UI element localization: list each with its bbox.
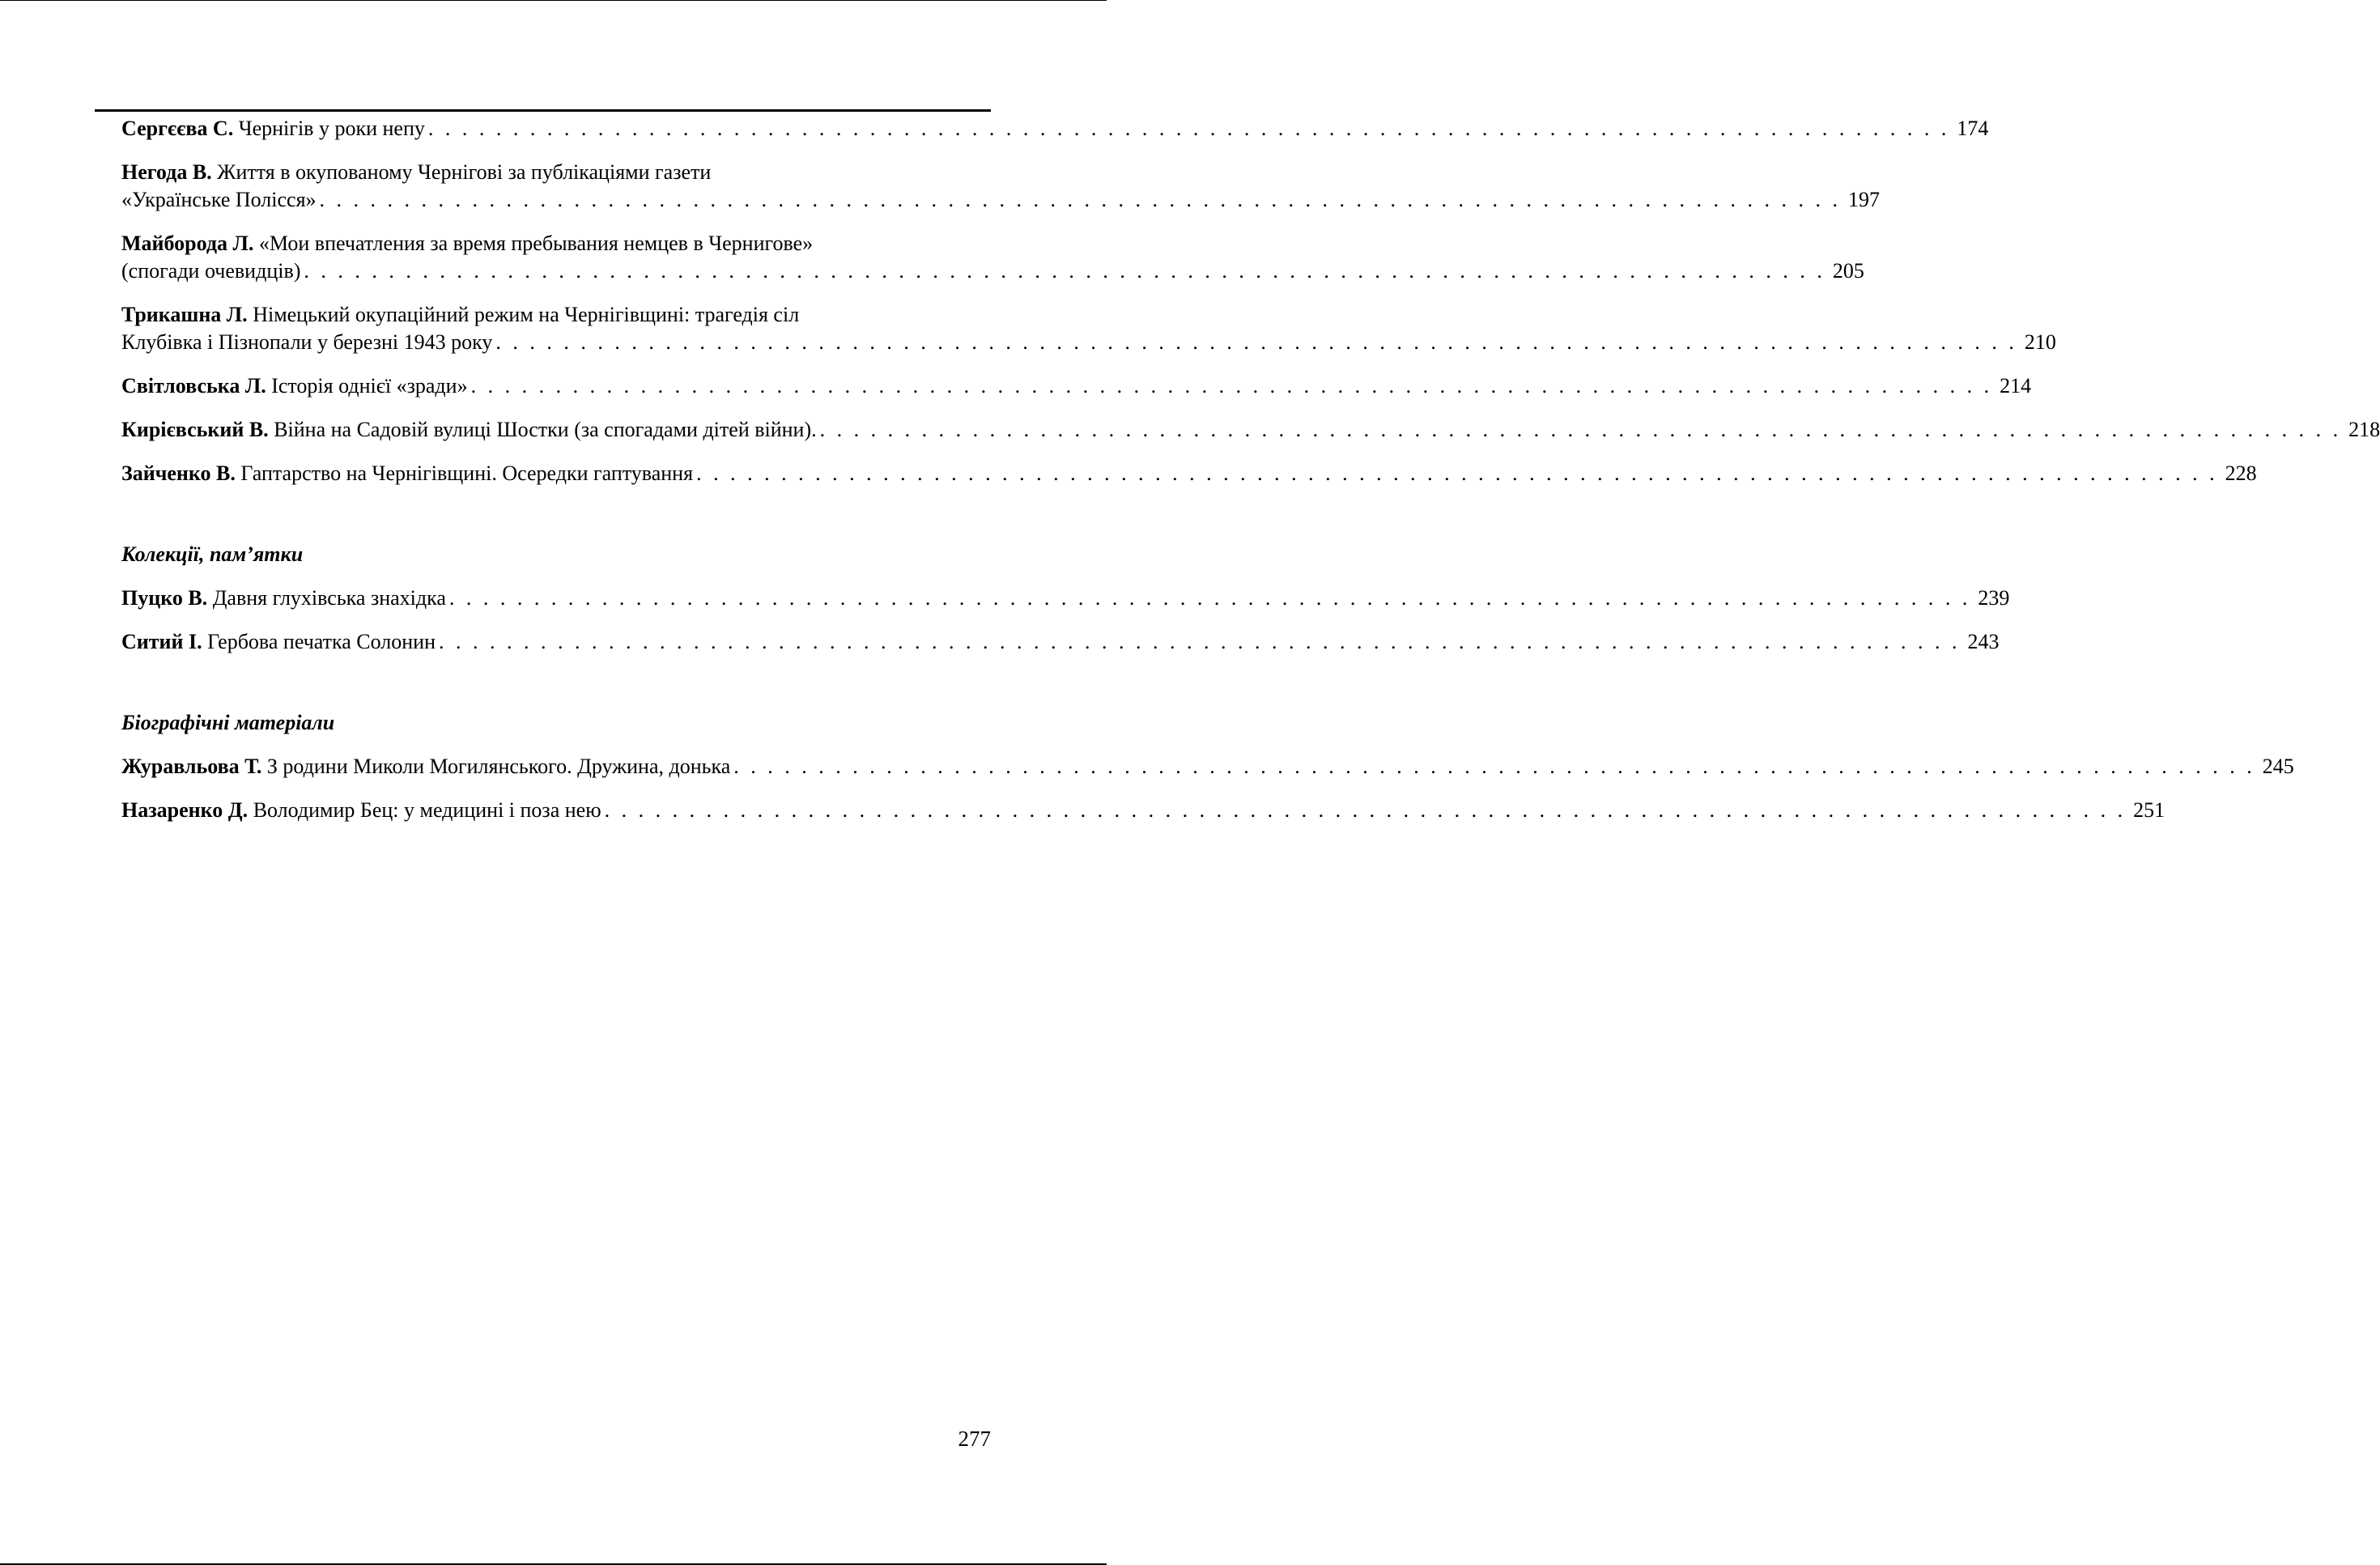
entry-author: Назаренко Д. <box>121 798 249 822</box>
dot-leader: . . . . . . . . . . . . . . . . . . . . . . . . . . . . . . . . . . . . . . . . . . . . . . . . . . . . . . . . . . . . . . . . . . . . . . . . . . . . . . . . . . . . . . . . . . <box>439 630 1961 653</box>
entry-page-number: 228 <box>2225 461 2257 485</box>
entry-page-number: 174 <box>1957 117 1989 140</box>
toc-group-biography <box>121 753 2294 824</box>
dot-leader: . . . . . . . . . . . . . . . . . . . . . . . . . . . . . . . . . . . . . . . . . . . . . . . . . . . . . . . . . . . . . . . . . . . . . . . . . . . . . . . . . . . . . . . . . . <box>319 188 1842 211</box>
entry-first-line <box>121 159 978 186</box>
entry-title: Гербова печатка Солонин <box>207 630 436 653</box>
entry-title-line: Німецький окупаційний режим на Чернігівщині: трагедія сіл <box>253 303 800 326</box>
dot-leader: . . . . . . . . . . . . . . . . . . . . . . . . . . . . . . . . . . . . . . . . . . . . . . . . . . . . . . . . . . . . . . . . . . . . . . . . . . . . . . . . . . . . . . . . . . <box>604 798 2127 822</box>
dot-leader: . . . . . . . . . . . . . . . . . . . . . . . . . . . . . . . . . . . . . . . . . . . . . . . . . . . . . . . . . . . . . . . . . . . . . . . . . . . . . . . . . . . . . . . . . . <box>304 259 1825 283</box>
entry-text <box>121 416 817 444</box>
entry-text <box>121 372 468 400</box>
entry-first-line <box>121 301 978 329</box>
section-heading-biography: Біографічні матеріали <box>121 711 335 734</box>
toc-group-collections <box>121 585 2010 656</box>
entry-text <box>121 329 492 356</box>
entry-author: Негода В. <box>121 160 212 184</box>
entry-title: Клубівка і Пізнопали у березні 1943 року <box>121 330 493 354</box>
entry-author: Світловська Л. <box>121 374 266 398</box>
entry-leader-line <box>121 372 2032 400</box>
toc-entry <box>121 416 2380 444</box>
entry-title: Історія однієї «зради» <box>271 374 468 398</box>
entry-author: Журавльова Т. <box>121 755 262 778</box>
entry-title-line: «Мои впечатления за время пребывания немцев в Чернигове» <box>258 232 814 255</box>
entry-title: Війна на Садовій вулиці Шостки (за спогадами дітей війни). <box>274 418 817 441</box>
entry-title: Гаптарство на Чернігівщині. Осередки гаптування <box>240 461 694 485</box>
entry-author: Сергєєва С. <box>121 117 234 140</box>
toc-entry <box>121 460 2257 487</box>
entry-title: Давня глухівська знахідка <box>212 586 446 610</box>
dot-leader: . . . . . . . . . . . . . . . . . . . . . . . . . . . . . . . . . . . . . . . . . . . . . . . . . . . . . . . . . . . . . . . . . . . . . . . . . . . . . . . . . . . . . . . . . . <box>495 330 2017 354</box>
dot-leader: . . . . . . . . . . . . . . . . . . . . . . . . . . . . . . . . . . . . . . . . . . . . . . . . . . . . . . . . . . . . . . . . . . . . . . . . . . . . . . . . . . . . . . . . . . <box>819 418 2342 441</box>
entry-text <box>121 460 693 487</box>
entry-page-number: 251 <box>2133 798 2165 822</box>
toc-entry <box>121 797 2165 824</box>
entry-leader-line <box>121 416 2380 444</box>
page-top-border <box>0 0 1107 1</box>
entry-leader-line <box>121 329 2056 356</box>
dot-leader: . . . . . . . . . . . . . . . . . . . . . . . . . . . . . . . . . . . . . . . . . . . . . . . . . . . . . . . . . . . . . . . . . . . . . . . . . . . . . . . . . . . . . . . . . . <box>448 586 1971 610</box>
section-heading-collections: Колекції, пам’ятки <box>121 542 304 566</box>
entry-text <box>121 753 730 780</box>
entry-author: Ситий І. <box>121 630 202 653</box>
entry-leader-line <box>121 186 1881 214</box>
entry-leader-line <box>121 797 2165 824</box>
entry-page-number: 243 <box>1967 630 2000 653</box>
entry-leader-line <box>121 753 2294 780</box>
entry-leader-line <box>121 628 2000 656</box>
entry-leader-line <box>121 460 2257 487</box>
entry-text <box>121 797 601 824</box>
toc-entry <box>121 115 1989 142</box>
entry-author: Майборода Л. <box>121 232 254 255</box>
entry-leader-line <box>121 257 1864 285</box>
toc-entry <box>121 301 2056 356</box>
page-number: 277 <box>958 1427 991 1451</box>
entry-author: Трикашна Л. <box>121 303 248 326</box>
entry-leader-line <box>121 115 1989 142</box>
toc-entry <box>121 628 2000 656</box>
toc-entry <box>121 753 2294 780</box>
entry-leader-line <box>121 585 2010 612</box>
toc-entry <box>121 159 1881 214</box>
toc-entry <box>121 372 2032 400</box>
entry-title: Чернігів у роки непу <box>238 117 425 140</box>
table-of-contents <box>121 115 2380 840</box>
entry-page-number: 197 <box>1848 188 1881 211</box>
entry-author: Пуцко В. <box>121 586 208 610</box>
dot-leader: . . . . . . . . . . . . . . . . . . . . . . . . . . . . . . . . . . . . . . . . . . . . . . . . . . . . . . . . . . . . . . . . . . . . . . . . . . . . . . . . . . . . . . . . . . <box>733 755 2255 778</box>
entry-page-number: 218 <box>2348 418 2380 441</box>
entry-page-number: 205 <box>1832 259 1864 283</box>
dot-leader: . . . . . . . . . . . . . . . . . . . . . . . . . . . . . . . . . . . . . . . . . . . . . . . . . . . . . . . . . . . . . . . . . . . . . . . . . . . . . . . . . . . . . . . . . . <box>470 374 1993 398</box>
toc-entry <box>121 585 2010 612</box>
toc-entry <box>121 230 1864 285</box>
header-rule <box>95 109 991 112</box>
entry-page-number: 239 <box>1978 586 2010 610</box>
entry-author: Зайченко В. <box>121 461 236 485</box>
entry-page-number: 210 <box>2024 330 2056 354</box>
dot-leader: . . . . . . . . . . . . . . . . . . . . . . . . . . . . . . . . . . . . . . . . . . . . . . . . . . . . . . . . . . . . . . . . . . . . . . . . . . . . . . . . . . . . . . . . . . <box>427 117 1950 140</box>
entry-author: Кирієвський В. <box>121 418 269 441</box>
entry-page-number: 245 <box>2262 755 2294 778</box>
entry-title: «Українське Полісся» <box>121 188 317 211</box>
entry-first-line <box>121 230 978 257</box>
entry-title: (спогади очевидців) <box>121 259 301 283</box>
entry-text <box>121 115 425 142</box>
dot-leader: . . . . . . . . . . . . . . . . . . . . . . . . . . . . . . . . . . . . . . . . . . . . . . . . . . . . . . . . . . . . . . . . . . . . . . . . . . . . . . . . . . . . . . . . . . <box>696 461 2218 485</box>
entry-text <box>121 186 317 214</box>
entry-title: З родини Миколи Могилянського. Дружина, донька <box>266 755 731 778</box>
entry-text <box>121 257 300 285</box>
entry-title-line: Життя в окупованому Чернігові за публікаціями газети <box>217 160 712 184</box>
entry-title: Володимир Бец: у медицині і поза нею <box>253 798 601 822</box>
entry-text <box>121 585 446 612</box>
toc-group-top <box>121 115 2380 487</box>
entry-page-number: 214 <box>2000 374 2032 398</box>
entry-text <box>121 628 436 656</box>
